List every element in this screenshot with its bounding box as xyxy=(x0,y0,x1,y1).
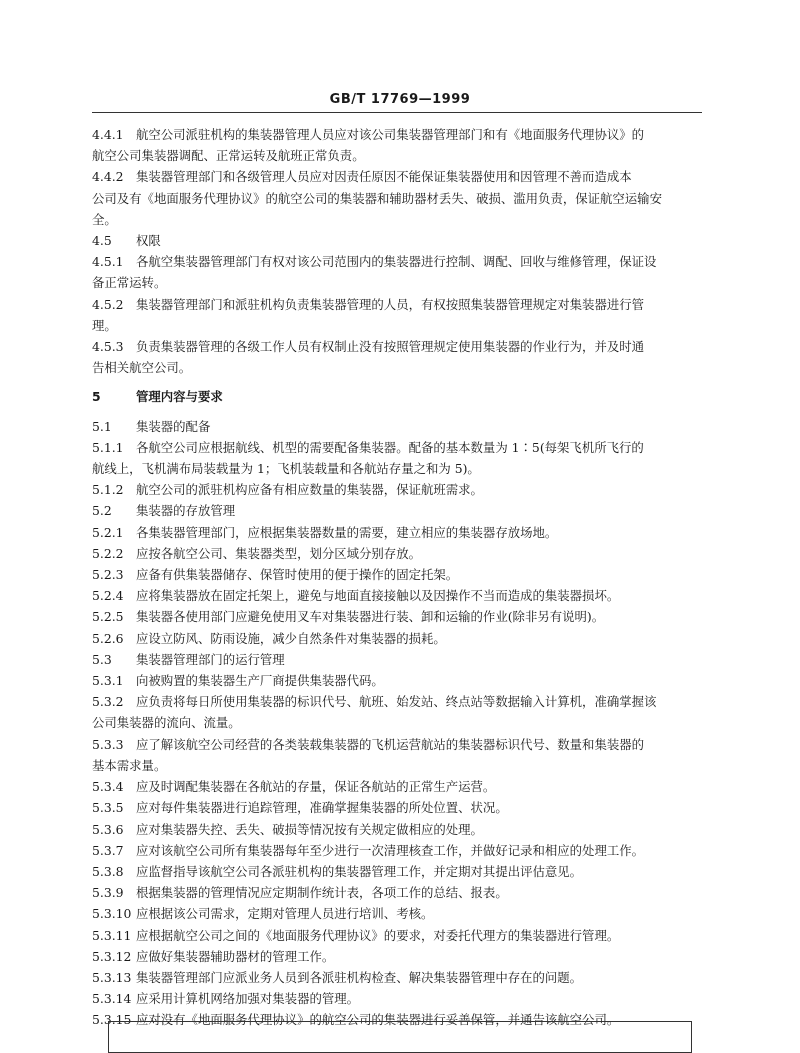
clause-text: 应根据航空公司之间的《地面服务代理协议》的要求，对委托代理方的集装器进行管理。 xyxy=(136,927,620,943)
text-line xyxy=(92,209,702,230)
clause-number: 5.1 xyxy=(92,418,112,434)
clause-paragraph xyxy=(92,819,702,840)
clause-text: 负责集装器管理的各级工作人员有权制止没有按照管理规定使用集装器的作业行为，并及时通 xyxy=(136,339,645,355)
clause-number: 5.3.2 xyxy=(92,694,124,710)
text-line xyxy=(92,755,702,776)
clause-text: 全。 xyxy=(92,211,117,227)
clause-paragraph xyxy=(92,416,702,437)
standard-code-header: GB/T 17769—1999 xyxy=(329,92,471,107)
clause-text: 备正常运转。 xyxy=(92,275,167,291)
text-line xyxy=(92,230,702,251)
text-line xyxy=(92,840,702,861)
text-line xyxy=(92,606,702,627)
text-line xyxy=(92,272,702,293)
clause-paragraph xyxy=(92,294,702,336)
clause-paragraph xyxy=(92,967,702,988)
clause-paragraph xyxy=(92,437,702,479)
document-body xyxy=(92,124,702,1031)
clause-paragraph xyxy=(92,628,702,649)
clause-number: 4.5 xyxy=(92,233,112,249)
clause-number: 5.3.13 xyxy=(92,969,132,985)
text-line xyxy=(92,649,702,670)
text-line xyxy=(92,315,702,336)
clause-paragraph xyxy=(92,230,702,251)
clause-text: 应备有供集装器储存、保管时使用的便于操作的固定托架。 xyxy=(136,567,459,583)
clause-text: 各航空公司应根据航线、机型的需要配备集装器。配备的基本数量为 1∶5(每架飞机所飞行的 xyxy=(136,439,644,455)
clause-number: 5.3.11 xyxy=(92,927,132,943)
clause-number: 5.2.6 xyxy=(92,630,124,646)
clause-text: 应及时调配集装器在各航站的存量，保证各航站的正常生产运营。 xyxy=(136,779,496,795)
clause-text: 应对没有《地面服务代理协议》的航空公司的集装器进行妥善保管，并通告该航空公司。 xyxy=(136,1012,620,1028)
clause-text: 基本需求量。 xyxy=(92,757,167,773)
clause-number: 5.3.6 xyxy=(92,821,124,837)
clause-paragraph xyxy=(92,861,702,882)
text-line xyxy=(92,386,702,407)
clause-text: 应将集装器放在固定托架上，避免与地面直接接触以及因操作不当而造成的集装器损坏。 xyxy=(136,588,620,604)
text-line xyxy=(92,416,702,437)
clause-number: 4.4.1 xyxy=(92,127,124,142)
clause-paragraph xyxy=(92,840,702,861)
clause-paragraph xyxy=(92,166,702,230)
clause-number: 5.2 xyxy=(92,503,112,519)
clause-number: 5.3.4 xyxy=(92,779,124,795)
header-rule xyxy=(92,112,702,113)
clause-text: 各航空集装器管理部门有权对该公司范围内的集装器进行控制、调配、回收与维修管理，保证设 xyxy=(136,254,657,270)
text-line xyxy=(92,500,702,521)
clause-paragraph xyxy=(92,251,702,293)
clause-number: 5.1.1 xyxy=(92,439,124,455)
clause-text: 应采用计算机网络加强对集装器的管理。 xyxy=(136,991,360,1007)
clause-paragraph xyxy=(92,882,702,903)
clause-text: 向被购置的集装器生产厂商提供集装器代码。 xyxy=(136,673,384,689)
clause-number: 4.5.3 xyxy=(92,339,124,355)
clause-number: 5.3.3 xyxy=(92,736,124,752)
clause-paragraph xyxy=(92,336,702,378)
text-line xyxy=(92,967,702,988)
clause-text: 权限 xyxy=(136,233,161,249)
clause-number: 5.2.1 xyxy=(92,524,124,540)
clause-text: 应了解该航空公司经营的各类装载集装器的飞机运营航站的集装器标识代号、数量和集装器的 xyxy=(136,736,645,752)
clause-text: 集装器各使用部门应避免使用叉车对集装器进行装、卸和运输的作业(除非另有说明)。 xyxy=(136,609,605,625)
clause-number: 5.3.1 xyxy=(92,673,124,689)
clause-text: 集装器的配备 xyxy=(136,418,211,434)
clause-paragraph xyxy=(92,500,702,521)
clause-number: 5.3.9 xyxy=(92,885,124,901)
text-line xyxy=(92,691,702,712)
clause-number: 5.3.12 xyxy=(92,948,132,964)
section-heading xyxy=(92,386,702,407)
text-line xyxy=(92,437,702,458)
clause-text: 理。 xyxy=(92,317,117,333)
clause-number: 5.1.2 xyxy=(92,482,124,498)
text-line xyxy=(92,797,702,818)
clause-number: 4.4.2 xyxy=(92,169,124,185)
clause-text: 集装器管理部门应派业务人员到各派驻机构检查、解决集装器管理中存在的问题。 xyxy=(136,969,583,985)
clause-text: 各集装器管理部门，应根据集装器数量的需要，建立相应的集装器存放场地。 xyxy=(136,524,558,540)
clause-number: 5.3.10 xyxy=(92,906,132,922)
clause-text: 应按各航空公司、集装器类型，划分区域分别存放。 xyxy=(136,545,421,561)
clause-paragraph xyxy=(92,543,702,564)
clause-text: 航空公司派驻机构的集装器管理人员应对该公司集装器管理部门和有《地面服务代理协议》的 xyxy=(136,127,645,142)
text-line xyxy=(92,585,702,606)
clause-number: 5.3.15 xyxy=(92,1012,132,1028)
clause-text: 应负责将每日所使用集装器的标识代号、航班、始发站、终点站等数据输入计算机，准确掌握该 xyxy=(136,694,657,710)
text-line xyxy=(92,776,702,797)
clause-paragraph xyxy=(92,606,702,627)
clause-paragraph xyxy=(92,479,702,500)
text-line xyxy=(92,925,702,946)
clause-text: 应设立防风、防雨设施，减少自然条件对集装器的损耗。 xyxy=(136,630,446,646)
clause-text: 应做好集装器辅助器材的管理工作。 xyxy=(136,948,335,964)
text-line xyxy=(92,734,702,755)
clause-text: 应根据该公司需求，定期对管理人员进行培训、考核。 xyxy=(136,906,434,922)
clause-paragraph xyxy=(92,925,702,946)
clause-number: 5 xyxy=(92,389,101,405)
text-line xyxy=(92,188,702,209)
clause-number: 4.5.1 xyxy=(92,254,124,270)
clause-paragraph xyxy=(92,691,702,733)
clause-text: 集装器管理部门和派驻机构负责集装器管理的人员，有权按照集装器管理规定对集装器进行管 xyxy=(136,296,645,312)
clause-number: 5.2.3 xyxy=(92,567,124,583)
clause-text: 应对集装器失控、丢失、破损等情况按有关规定做相应的处理。 xyxy=(136,821,483,837)
text-line xyxy=(92,458,702,479)
clause-paragraph xyxy=(92,797,702,818)
footer-box xyxy=(108,1021,692,1053)
clause-text: 集装器的存放管理 xyxy=(136,503,236,519)
clause-paragraph xyxy=(92,903,702,924)
text-line xyxy=(92,903,702,924)
clause-text: 航空公司的派驻机构应备有相应数量的集装器，保证航班需求。 xyxy=(136,482,483,498)
clause-text: 集装器管理部门和各级管理人员应对因责任原因不能保证集装器使用和因管理不善而造成本 xyxy=(136,169,632,185)
text-line xyxy=(92,522,702,543)
text-line xyxy=(92,988,702,1009)
text-line xyxy=(92,882,702,903)
clause-paragraph xyxy=(92,670,702,691)
clause-paragraph xyxy=(92,734,702,776)
clause-number: 5.3 xyxy=(92,651,112,667)
clause-number: 4.5.2 xyxy=(92,296,124,312)
text-line xyxy=(92,251,702,272)
clause-paragraph xyxy=(92,649,702,670)
text-line xyxy=(92,564,702,585)
clause-paragraph xyxy=(92,946,702,967)
clause-paragraph xyxy=(92,776,702,797)
text-line xyxy=(92,946,702,967)
clause-number: 5.2.4 xyxy=(92,588,124,604)
text-line xyxy=(92,294,702,315)
text-line xyxy=(92,712,702,733)
clause-number: 5.3.8 xyxy=(92,863,124,879)
clause-number: 5.3.5 xyxy=(92,800,124,816)
clause-text: 应对每件集装器进行追踪管理，准确掌握集装器的所处位置、状况。 xyxy=(136,800,508,816)
text-line xyxy=(92,166,702,187)
text-line xyxy=(92,543,702,564)
clause-paragraph xyxy=(92,564,702,585)
clause-number: 5.3.7 xyxy=(92,842,124,858)
clause-text: 公司集装器的流向、流量。 xyxy=(92,715,241,731)
text-line xyxy=(92,357,702,378)
clause-number: 5.2.2 xyxy=(92,545,124,561)
text-line xyxy=(92,670,702,691)
clause-text: 告相关航空公司。 xyxy=(92,360,192,376)
clause-text: 公司及有《地面服务代理协议》的航空公司的集装器和辅助器材丢失、破损、滥用负责，保证航空运输安 xyxy=(92,190,662,206)
text-line xyxy=(92,336,702,357)
text-line xyxy=(92,479,702,500)
clause-text: 应对该航空公司所有集装器每年至少进行一次清理核查工作，并做好记录和相应的处理工作。 xyxy=(136,842,645,858)
clause-text: 集装器管理部门的运行管理 xyxy=(136,651,285,667)
clause-text: 航空公司集装器调配、正常运转及航班正常负责。 xyxy=(92,148,365,164)
clause-number: 5.2.5 xyxy=(92,609,124,625)
clause-text: 根据集装器的管理情况应定期制作统计表，各项工作的总结、报表。 xyxy=(136,885,508,901)
clause-text: 管理内容与要求 xyxy=(136,389,223,405)
clause-paragraph xyxy=(92,585,702,606)
text-line xyxy=(92,124,702,145)
clause-paragraph xyxy=(92,522,702,543)
clause-number: 5.3.14 xyxy=(92,991,132,1007)
clause-text: 应监督指导该航空公司各派驻机构的集装器管理工作，并定期对其提出评估意见。 xyxy=(136,863,583,879)
text-line xyxy=(92,861,702,882)
clause-paragraph xyxy=(92,988,702,1009)
text-line xyxy=(92,628,702,649)
text-line xyxy=(92,145,702,166)
text-line xyxy=(92,819,702,840)
clause-text: 航线上，飞机满布局装载量为 1；飞机装载量和各航站存量之和为 5)。 xyxy=(92,461,480,477)
clause-paragraph xyxy=(92,124,702,166)
